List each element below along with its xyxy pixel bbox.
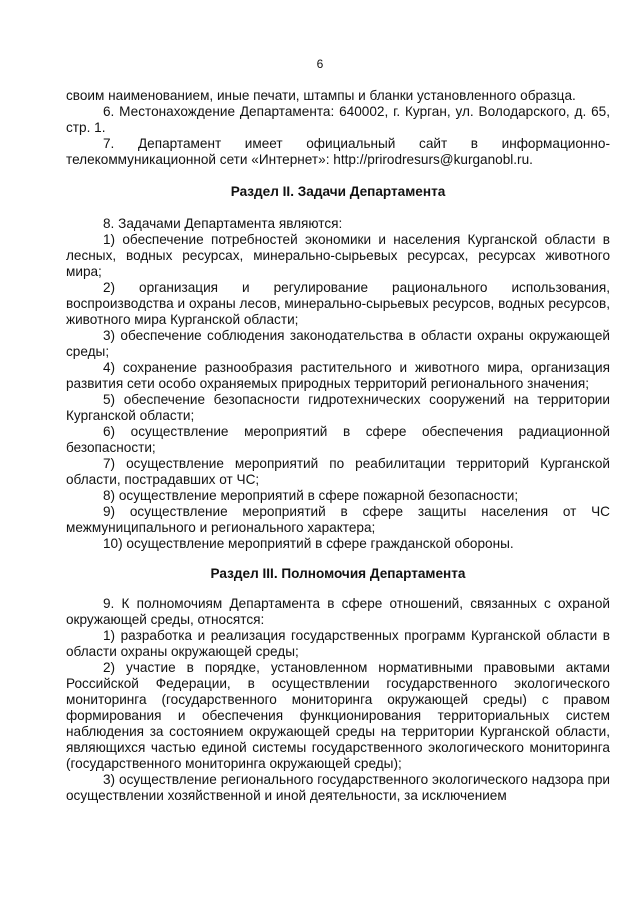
paragraph: 7. Департамент имеет официальный сайт в информационно-телекоммуникационной сети «Интернет»: http://prirodresurs@kurganobl.ru. [66,136,610,167]
list-item: 2) участие в порядке, установленном нормативными правовыми актами Российской Федерации, в осуществлении государственного экологического мониторинга (государственного мониторинга окружающей среды) с правом формирования и обеспечения функционирования территориальных систем наблюдения за состоянием окружающей среды на территории Курганской области, являющихся частью единой системы государственного экологического мониторинга (государственного мониторинга окружающей среды); [66,660,610,771]
list-item: 7) осуществление мероприятий по реабилитации территорий Курганской области, пострадавших от ЧС; [66,456,610,487]
list-item: 6) осуществление мероприятий в сфере обеспечения радиационной безопасности; [66,424,610,455]
list-item: 4) сохранение разнообразия растительного и животного мира, организация развития сети особо охраняемых природных территорий регионального значения; [66,360,610,391]
paragraph: своим наименованием, иные печати, штампы и бланки установленного образца. [66,88,576,103]
paragraph: 8. Задачами Департамента являются: [103,216,343,231]
page-number: 6 [316,57,324,71]
list-item: 1) обеспечение потребностей экономики и населения Курганской области в лесных, водных ресурсах, минерально-сырьевых ресурсах, ресурсах животного мира; [66,232,610,279]
list-item: 3) осуществление регионального государственного экологического надзора при осуществлении хозяйственной и иной деятельности, за исключением [66,772,610,803]
section-title: Раздел II. Задачи Департамента [230,184,446,199]
list-item: 9) осуществление мероприятий в сфере защиты населения от ЧС межмуниципального и регионального характера; [66,504,610,535]
list-item: 5) обеспечение безопасности гидротехнических сооружений на территории Курганской области; [66,392,610,423]
list-item: 8) осуществление мероприятий в сфере пожарной безопасности; [103,488,519,503]
section-title: Раздел III. Полномочия Департамента [210,566,466,581]
paragraph: 6. Местонахождение Департамента: 640002, г. Курган, ул. Володарского, д. 65, стр. 1. [66,104,610,135]
document-body [66,88,610,804]
list-item: 2) организация и регулирование рационального использования, воспроизводства и охраны лесов, минерально-сырьевых ресурсов, водных ресурсов, животного мира Курганской области; [66,280,610,327]
list-item: 1) разработка и реализация государственных программ Курганской области в области охраны окружающей среды; [66,628,610,659]
list-item: 3) обеспечение соблюдения законодательства в области охраны окружающей среды; [66,328,610,359]
paragraph: 9. К полномочиям Департамента в сфере отношений, связанных с охраной окружающей среды, относятся: [66,596,610,627]
list-item: 10) осуществление мероприятий в сфере гражданской обороны. [103,536,514,551]
